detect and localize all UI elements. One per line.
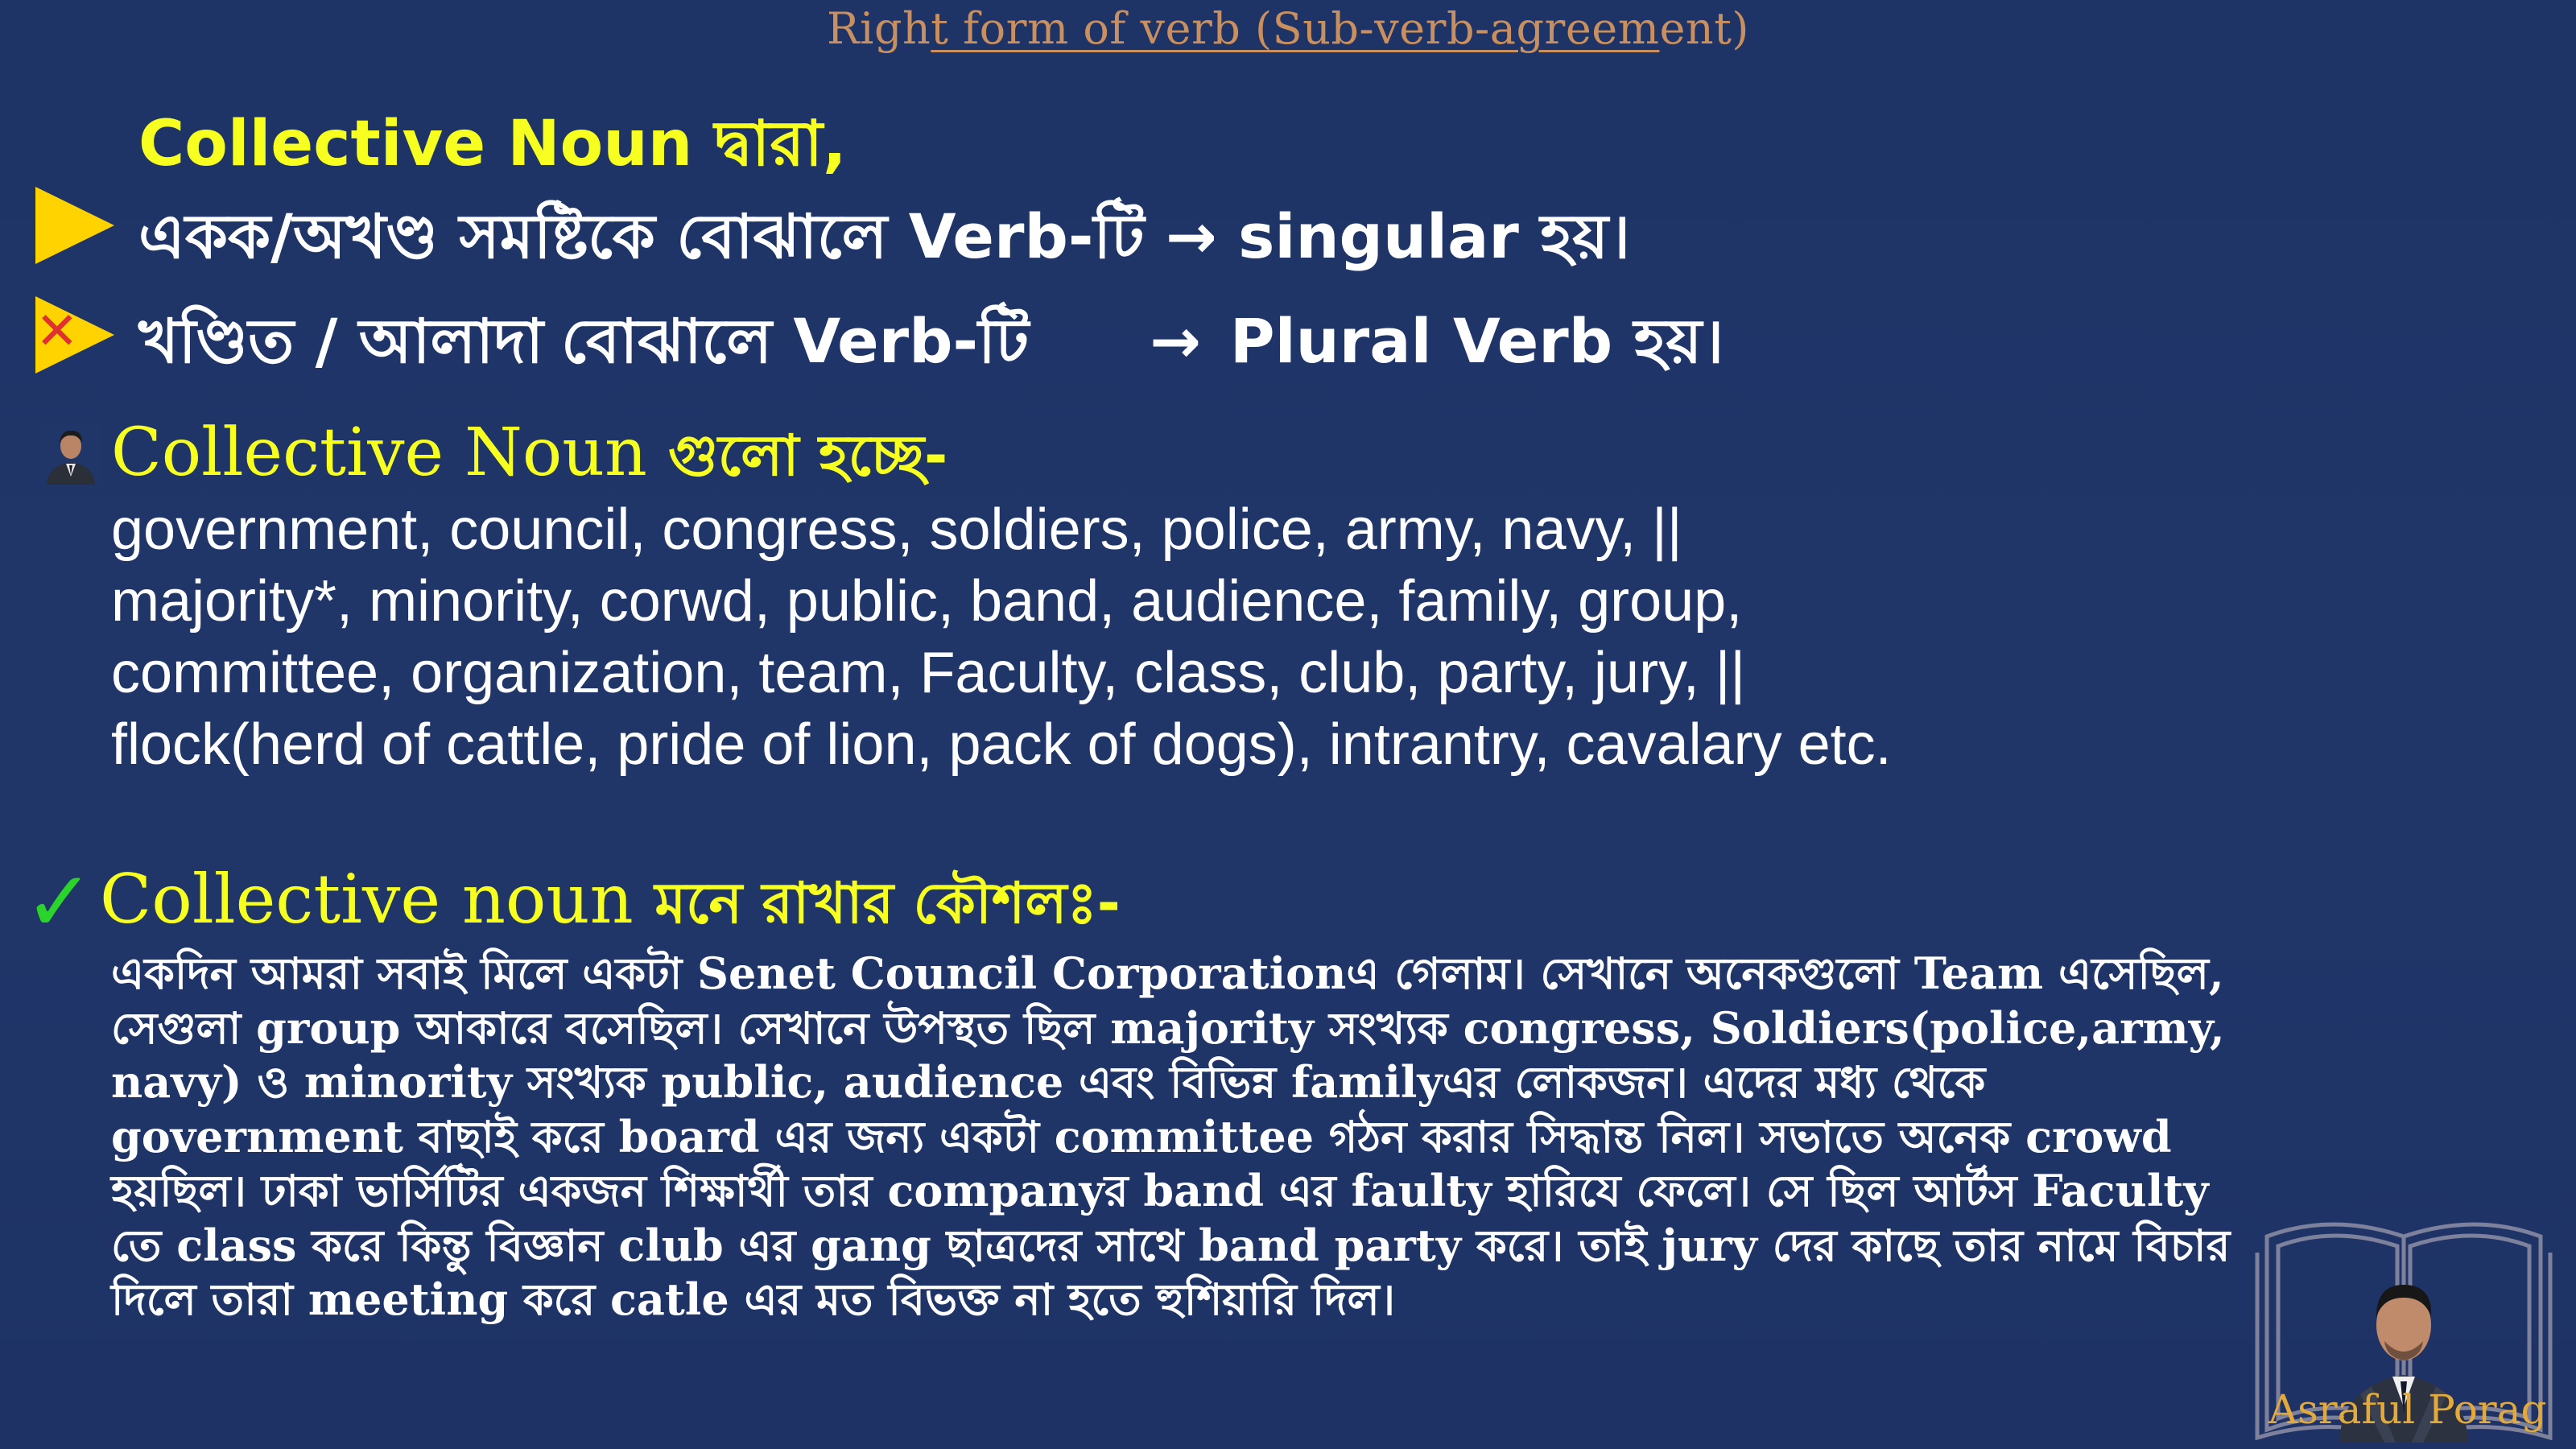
story-line: তে class করে কিন্তু বিজ্ঞান club এর gang ছাত্রদের সাথে band party করে। তাই jury দের কাছে তার নামে বিচার <box>111 1219 2231 1271</box>
mnemonic-heading-bn: মনে রাখার কৌশলঃ- <box>654 870 1121 936</box>
story-line: navy) ও minority সংখ্যক public, audience এবং বিভিন্ন familyএর লোকজন। এদের মধ্য থেকে <box>111 1056 1986 1108</box>
rule-plural-part-1: খণ্ডিত / আলাদা <box>138 305 544 377</box>
cross-icon: ✕ <box>35 302 79 361</box>
noun-list-line: flock(herd of cattle, pride of lion, pack of dogs), intrantry, cavalary etc. <box>111 712 1892 777</box>
mnemonic-story <box>111 947 2252 1327</box>
rule-heading: Collective Noun দ্বারা, <box>138 108 847 180</box>
noun-list-line: committee, organization, team, Faculty, class, club, party, jury, || <box>111 641 1746 705</box>
mnemonic-heading-en: Collective noun <box>100 860 634 939</box>
mnemonic-heading <box>100 860 1121 954</box>
presenter-name: Asraful Porag <box>2268 1386 2547 1433</box>
bullet-triangle-icon <box>35 187 114 264</box>
rule-plural <box>138 295 1724 397</box>
title-part-2-underlined: t form of verb (Sub-verb-agreem <box>931 3 1660 54</box>
rule-plural-part-3: Plural Verb হয়। <box>1229 305 1724 377</box>
presenter-avatar-small <box>40 423 101 485</box>
title-part-1: Righ <box>827 3 931 54</box>
story-line: দিলে তারা meeting করে catle এর মত বিভক্ত না হতে হুশিয়ারি দিল। <box>111 1274 1396 1325</box>
slide-title <box>0 3 2576 54</box>
rule-singular: একক/অখণ্ড সমষ্টিকে বোঝালে Verb-টি → singular হয়। <box>138 200 1631 272</box>
title-part-3: ent) <box>1659 3 1749 54</box>
collective-noun-heading-bn: গুলো হচ্ছে- <box>667 423 948 489</box>
checkmark-icon: ✓ <box>24 852 95 951</box>
story-line: সেগুলা group আকারে বসেছিল। সেখানে উপস্থত ছিল majority সংখ্যক congress, Soldiers(police,army, <box>111 1001 2225 1054</box>
arrow-icon: → <box>1150 305 1201 377</box>
story-line: একদিন আমরা সবাই মিলে একটা Senet Council Corporationএ গেলাম। সেখানে অনেকগুলো Team এসেছিল, <box>111 947 2224 999</box>
rule-plural-part-2: বোঝালে Verb-টি <box>561 305 1030 377</box>
collective-noun-heading-en: Collective Noun <box>111 415 647 491</box>
collective-noun-heading <box>111 412 947 506</box>
story-line: হয়ছিল। ঢাকা ভার্সিটির একজন শিক্ষার্থী তার companyর band এর faulty হারিযে ফেলে। সে ছিল আর্টস Faculty <box>111 1165 2209 1216</box>
collective-noun-list <box>111 494 1892 781</box>
story-line: government বাছাই করে board এর জন্য একটা committee গঠন করার সিদ্ধান্ত নিল। সভাতে অনেক crowd <box>111 1110 2172 1162</box>
noun-list-line: majority*, minority, corwd, public, band, audience, family, group, <box>111 569 1743 634</box>
noun-list-line: government, council, congress, soldiers, police, army, navy, || <box>111 497 1682 562</box>
